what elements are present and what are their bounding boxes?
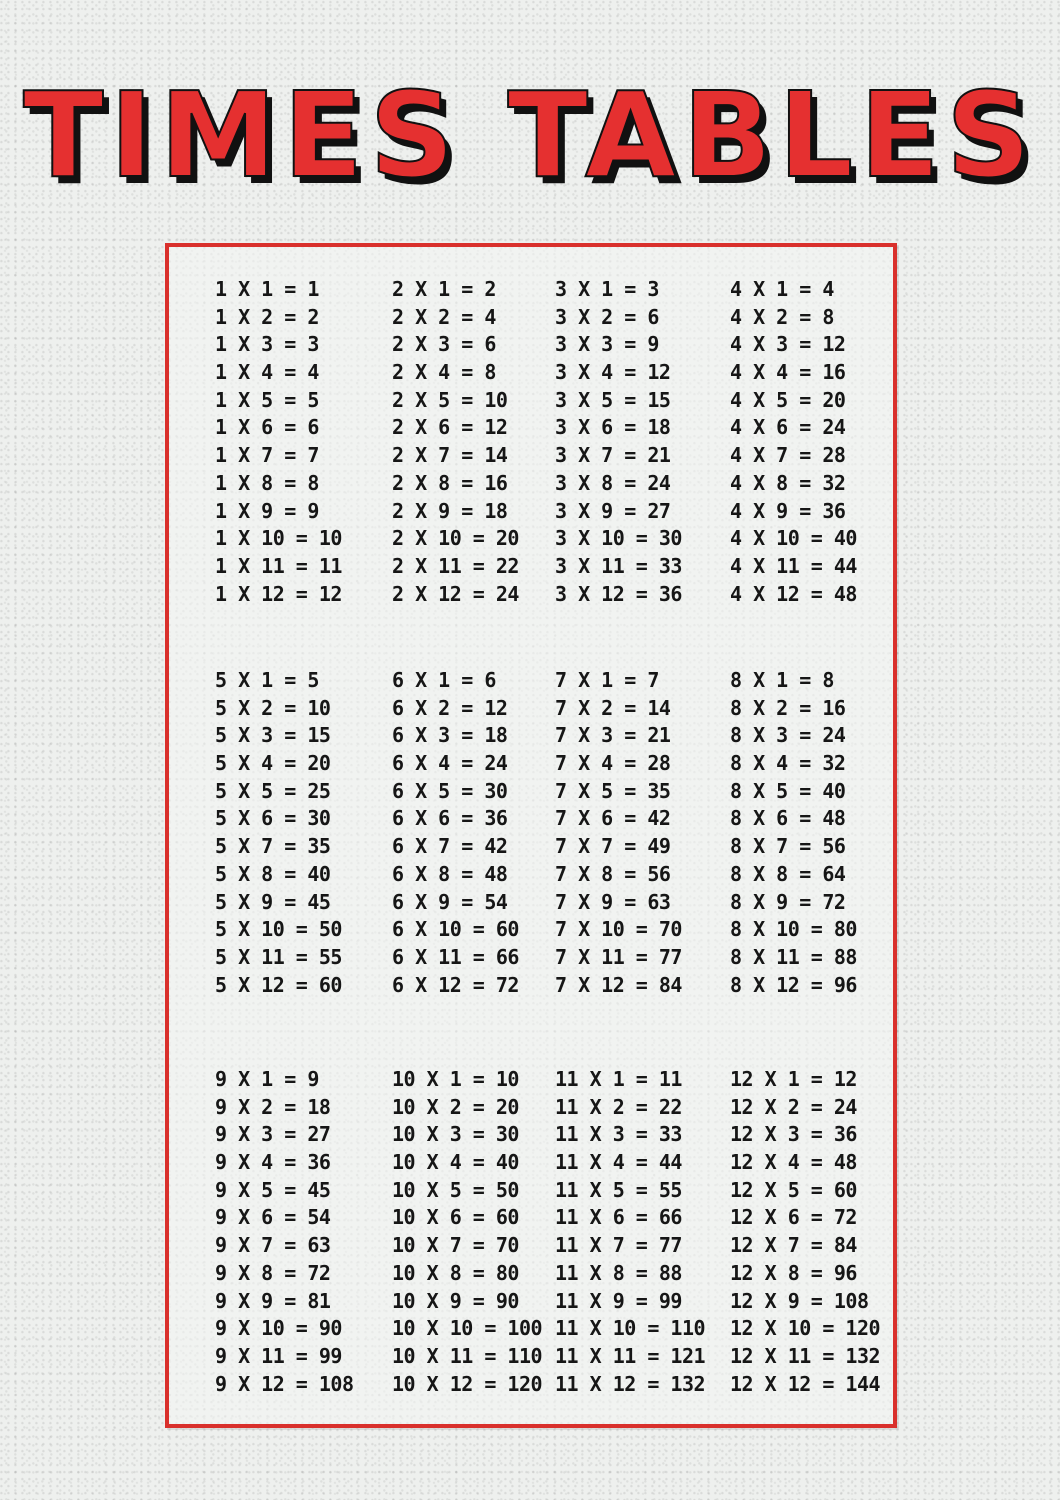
equation: 10 X 1 = 10 [392,1067,519,1091]
equation: 5 X 11 = 55 [215,944,342,969]
equation: 8 X 2 = 16 [730,695,846,720]
equation: 5 X 2 = 10 [215,695,331,720]
equation: 7 X 9 = 63 [555,889,671,914]
equation: 7 X 11 = 77 [555,944,682,969]
table-3-times [555,276,725,610]
equation: 7 X 10 = 70 [555,917,682,942]
equation: 1 X 4 = 4 [215,360,319,385]
equation: 7 X 8 = 56 [555,861,671,886]
equation: 3 X 1 = 3 [555,277,659,301]
equation: 11 X 12 = 132 [555,1371,706,1396]
equation: 6 X 10 = 60 [392,917,519,942]
page-title: TIMES TABLES [23,66,1037,204]
equation: 10 X 2 = 20 [392,1094,519,1119]
equation: 6 X 3 = 18 [392,723,508,748]
equation: 1 X 11 = 11 [215,553,342,578]
equation: 2 X 4 = 8 [392,360,496,385]
equation: 3 X 2 = 6 [555,304,659,329]
equation: 11 X 2 = 22 [555,1094,682,1119]
equation: 9 X 11 = 99 [215,1343,342,1368]
equation: 8 X 7 = 56 [730,834,846,859]
equation: 3 X 8 = 24 [555,470,671,495]
equation: 4 X 11 = 44 [730,553,857,578]
equation: 7 X 2 = 14 [555,695,671,720]
equation: 9 X 5 = 45 [215,1177,331,1202]
table-5-times [215,667,385,1001]
equation: 12 X 3 = 36 [730,1122,857,1147]
equation: 10 X 8 = 80 [392,1260,519,1285]
equation: 2 X 1 = 2 [392,277,496,301]
equation: 1 X 7 = 7 [215,443,319,468]
equation: 3 X 3 = 9 [555,332,659,357]
equation: 6 X 11 = 66 [392,944,519,969]
equation: 5 X 12 = 60 [215,972,342,997]
equation: 4 X 5 = 20 [730,387,846,412]
equation: 2 X 2 = 4 [392,304,496,329]
equation: 10 X 9 = 90 [392,1288,519,1313]
equation: 3 X 11 = 33 [555,553,682,578]
equation: 8 X 4 = 32 [730,751,846,776]
equation: 5 X 10 = 50 [215,917,342,942]
table-12-times [730,1066,900,1400]
equation: 4 X 2 = 8 [730,304,834,329]
equation: 2 X 9 = 18 [392,498,508,523]
equation: 10 X 3 = 30 [392,1122,519,1147]
equation: 7 X 6 = 42 [555,806,671,831]
equation: 4 X 10 = 40 [730,526,857,551]
equation: 12 X 7 = 84 [730,1233,857,1258]
equation: 9 X 10 = 90 [215,1316,342,1341]
equation: 12 X 8 = 96 [730,1260,857,1285]
equation: 5 X 6 = 30 [215,806,331,831]
equation: 2 X 3 = 6 [392,332,496,357]
equation: 6 X 8 = 48 [392,861,508,886]
equation: 3 X 4 = 12 [555,360,671,385]
equation: 8 X 3 = 24 [730,723,846,748]
equation: 10 X 12 = 120 [392,1371,543,1396]
equation: 10 X 10 = 100 [392,1316,543,1341]
equation: 2 X 10 = 20 [392,526,519,551]
equation: 6 X 7 = 42 [392,834,508,859]
equation: 9 X 3 = 27 [215,1122,331,1147]
equation: 2 X 12 = 24 [392,581,519,606]
equation: 5 X 9 = 45 [215,889,331,914]
equation: 8 X 6 = 48 [730,806,846,831]
equation: 3 X 9 = 27 [555,498,671,523]
table-11-times [555,1066,725,1400]
equation: 12 X 10 = 120 [730,1316,881,1341]
equation: 6 X 9 = 54 [392,889,508,914]
equation: 1 X 5 = 5 [215,387,319,412]
equation: 10 X 11 = 110 [392,1343,543,1368]
equation: 9 X 1 = 9 [215,1067,319,1091]
equation: 8 X 11 = 88 [730,944,857,969]
equation: 8 X 1 = 8 [730,668,834,692]
equation: 1 X 8 = 8 [215,470,319,495]
equation: 8 X 5 = 40 [730,778,846,803]
equation: 9 X 2 = 18 [215,1094,331,1119]
equation: 5 X 7 = 35 [215,834,331,859]
table-6-times [392,667,562,1001]
equation: 3 X 7 = 21 [555,443,671,468]
equation: 11 X 9 = 99 [555,1288,682,1313]
equation: 12 X 5 = 60 [730,1177,857,1202]
equation: 8 X 8 = 64 [730,861,846,886]
equation: 5 X 4 = 20 [215,751,331,776]
equation: 6 X 4 = 24 [392,751,508,776]
equation: 4 X 9 = 36 [730,498,846,523]
equation: 8 X 12 = 96 [730,972,857,997]
table-7-times [555,667,725,1001]
equation: 9 X 4 = 36 [215,1150,331,1175]
table-1-times [215,276,385,610]
equation: 7 X 1 = 7 [555,668,659,692]
equation: 1 X 9 = 9 [215,498,319,523]
equation: 2 X 6 = 12 [392,415,508,440]
equation: 6 X 6 = 36 [392,806,508,831]
equation: 1 X 12 = 12 [215,581,342,606]
equation: 3 X 5 = 15 [555,387,671,412]
equation: 1 X 1 = 1 [215,277,319,301]
equation: 11 X 3 = 33 [555,1122,682,1147]
equation: 2 X 7 = 14 [392,443,508,468]
equation: 12 X 11 = 132 [730,1343,881,1368]
equation: 1 X 3 = 3 [215,332,319,357]
equation: 12 X 1 = 12 [730,1067,857,1091]
equation: 3 X 12 = 36 [555,581,682,606]
equation: 5 X 1 = 5 [215,668,319,692]
equation: 10 X 6 = 60 [392,1205,519,1230]
equation: 5 X 3 = 15 [215,723,331,748]
equation: 9 X 8 = 72 [215,1260,331,1285]
equation: 11 X 7 = 77 [555,1233,682,1258]
equation: 1 X 2 = 2 [215,304,319,329]
equation: 6 X 2 = 12 [392,695,508,720]
equation: 11 X 5 = 55 [555,1177,682,1202]
table-9-times [215,1066,385,1400]
equation: 12 X 2 = 24 [730,1094,857,1119]
equation: 12 X 6 = 72 [730,1205,857,1230]
equation: 7 X 12 = 84 [555,972,682,997]
equation: 4 X 1 = 4 [730,277,834,301]
equation: 6 X 5 = 30 [392,778,508,803]
equation: 12 X 12 = 144 [730,1371,881,1396]
equation: 4 X 8 = 32 [730,470,846,495]
table-2-times [392,276,562,610]
equation: 4 X 7 = 28 [730,443,846,468]
equation: 3 X 6 = 18 [555,415,671,440]
equation: 10 X 4 = 40 [392,1150,519,1175]
equation: 8 X 9 = 72 [730,889,846,914]
table-4-times [730,276,900,610]
table-8-times [730,667,900,1001]
equation: 4 X 4 = 16 [730,360,846,385]
equation: 12 X 4 = 48 [730,1150,857,1175]
equation: 11 X 10 = 110 [555,1316,706,1341]
equation: 7 X 5 = 35 [555,778,671,803]
table-10-times [392,1066,562,1400]
equation: 6 X 12 = 72 [392,972,519,997]
equation: 11 X 4 = 44 [555,1150,682,1175]
equation: 6 X 1 = 6 [392,668,496,692]
equation: 7 X 4 = 28 [555,751,671,776]
equation: 11 X 11 = 121 [555,1343,706,1368]
equation: 9 X 12 = 108 [215,1371,354,1396]
equation: 2 X 8 = 16 [392,470,508,495]
equation: 11 X 8 = 88 [555,1260,682,1285]
equation: 12 X 9 = 108 [730,1288,869,1313]
equation: 2 X 11 = 22 [392,553,519,578]
equation: 10 X 5 = 50 [392,1177,519,1202]
equation: 4 X 6 = 24 [730,415,846,440]
equation: 1 X 10 = 10 [215,526,342,551]
equation: 4 X 3 = 12 [730,332,846,357]
equation: 10 X 7 = 70 [392,1233,519,1258]
equation: 9 X 9 = 81 [215,1288,331,1313]
equation: 7 X 3 = 21 [555,723,671,748]
equation: 3 X 10 = 30 [555,526,682,551]
equation: 5 X 8 = 40 [215,861,331,886]
equation: 11 X 6 = 66 [555,1205,682,1230]
equation: 11 X 1 = 11 [555,1067,682,1091]
equation: 7 X 7 = 49 [555,834,671,859]
equation: 9 X 6 = 54 [215,1205,331,1230]
equation: 4 X 12 = 48 [730,581,857,606]
equation: 8 X 10 = 80 [730,917,857,942]
equation: 5 X 5 = 25 [215,778,331,803]
equation: 2 X 5 = 10 [392,387,508,412]
equation: 9 X 7 = 63 [215,1233,331,1258]
equation: 1 X 6 = 6 [215,415,319,440]
